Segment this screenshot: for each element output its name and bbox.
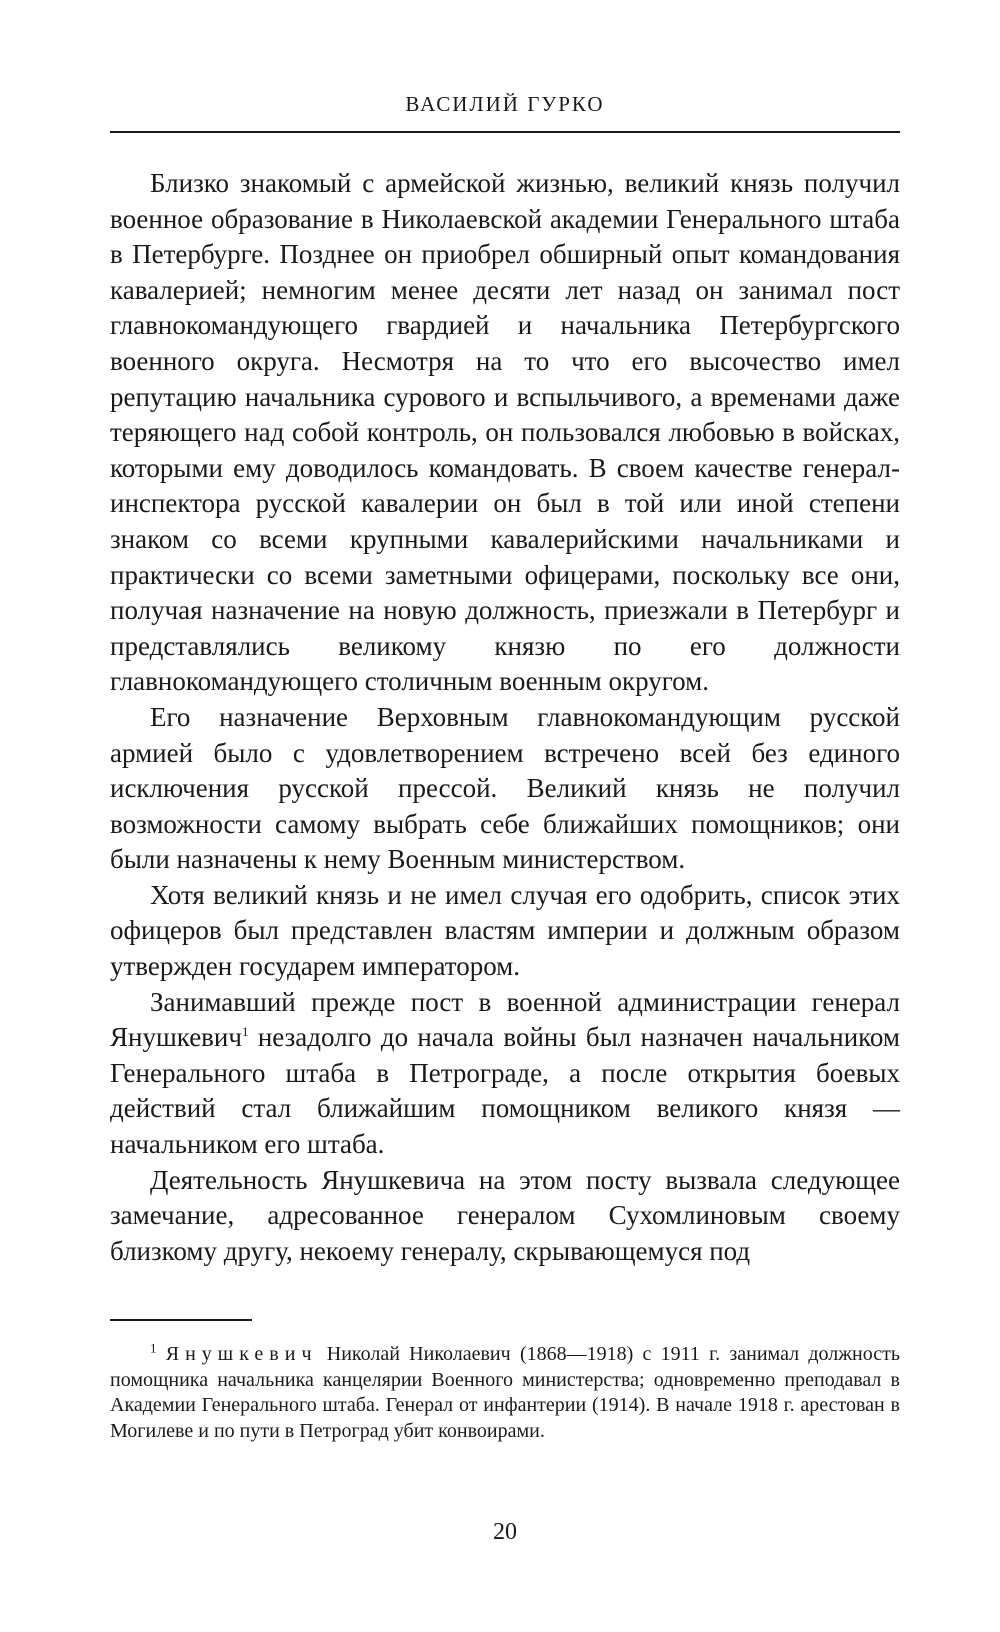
paragraph-1: Близко знакомый с армейской жизнью, великий князь получил военное образование в Николаевской академии Генерального штаба в Петербурге. Позднее он приобрел обширный опыт командования кавалерией; немногим менее десяти лет назад он занимал пост главнокомандующего гвардией и начальника Петербургского военного округа. Несмотря на то что его высочество имел репутацию начальника сурового и вспыльчивого, а временами даже теряющего над собой контроль, он пользовался любовью в войсках, которыми ему доводилось командовать. В своем качестве генерал-инспектора русской кавалерии он был в той или иной степени знаком со всеми крупными кавалерийскими начальниками и практически со всеми заметными офицерами, поскольку все они, получая назначение на новую должность, приезжали в Петербург и представлялись великому князю по его должности главнокомандующего столичным военным округом. (110, 168, 900, 697)
footnote-reference: 1 (241, 1024, 249, 1040)
footnote-rule (110, 1319, 252, 1321)
main-text (110, 166, 900, 1269)
footnote-text: Николай Николаевич (1868—1918) с 1911 г. занимал должность помощника начальника канцелярии Военного министерства; одновременно преподавал в Академии Генерального штаба. Генерал от инфантерии (1914). В начале 1918 г. арестован в Могилеве и по пути в Петроград убит конвоирами. (110, 1343, 901, 1442)
paragraph-4-end: незадолго до начала войны был назначен начальником Генерального штаба в Петрограде, а после открытия боевых действий стал ближайшим помощником великого князя — начальником его штаба. (110, 1022, 900, 1160)
page-number: 20 (493, 1519, 517, 1545)
footnote-mark: 1 (150, 1340, 157, 1356)
header-rule (110, 131, 900, 133)
paragraph-5: Деятельность Янушкевича на этом посту вызвала следующее замечание, адресованное генералом Сухомлиновым своему близкому другу, некоему генералу, скрывающемуся под (110, 1164, 900, 1266)
paragraph-4-start: Занимавший прежде пост в военной администрации генерал Янушкевич (110, 986, 900, 1053)
running-head: ВАСИЛИЙ ГУРКО (405, 92, 605, 116)
paragraph-4 (110, 985, 900, 1163)
paragraph-2: Его назначение Верховным главнокомандующим русской армией было с удовлетворением встречено всей без единого исключения русской прессой. Великий князь не получил возможности самому выбрать себе ближайших помощников; они были назначены к нему Военным министерством. (110, 701, 900, 875)
paragraph-3: Хотя великий князь и не имел случая его одобрить, список этих офицеров был представлен властям империи и должным образом утвержден государем императором. (110, 879, 900, 982)
footnote (110, 1342, 900, 1444)
footnote-name: Янушкевич (165, 1343, 318, 1365)
